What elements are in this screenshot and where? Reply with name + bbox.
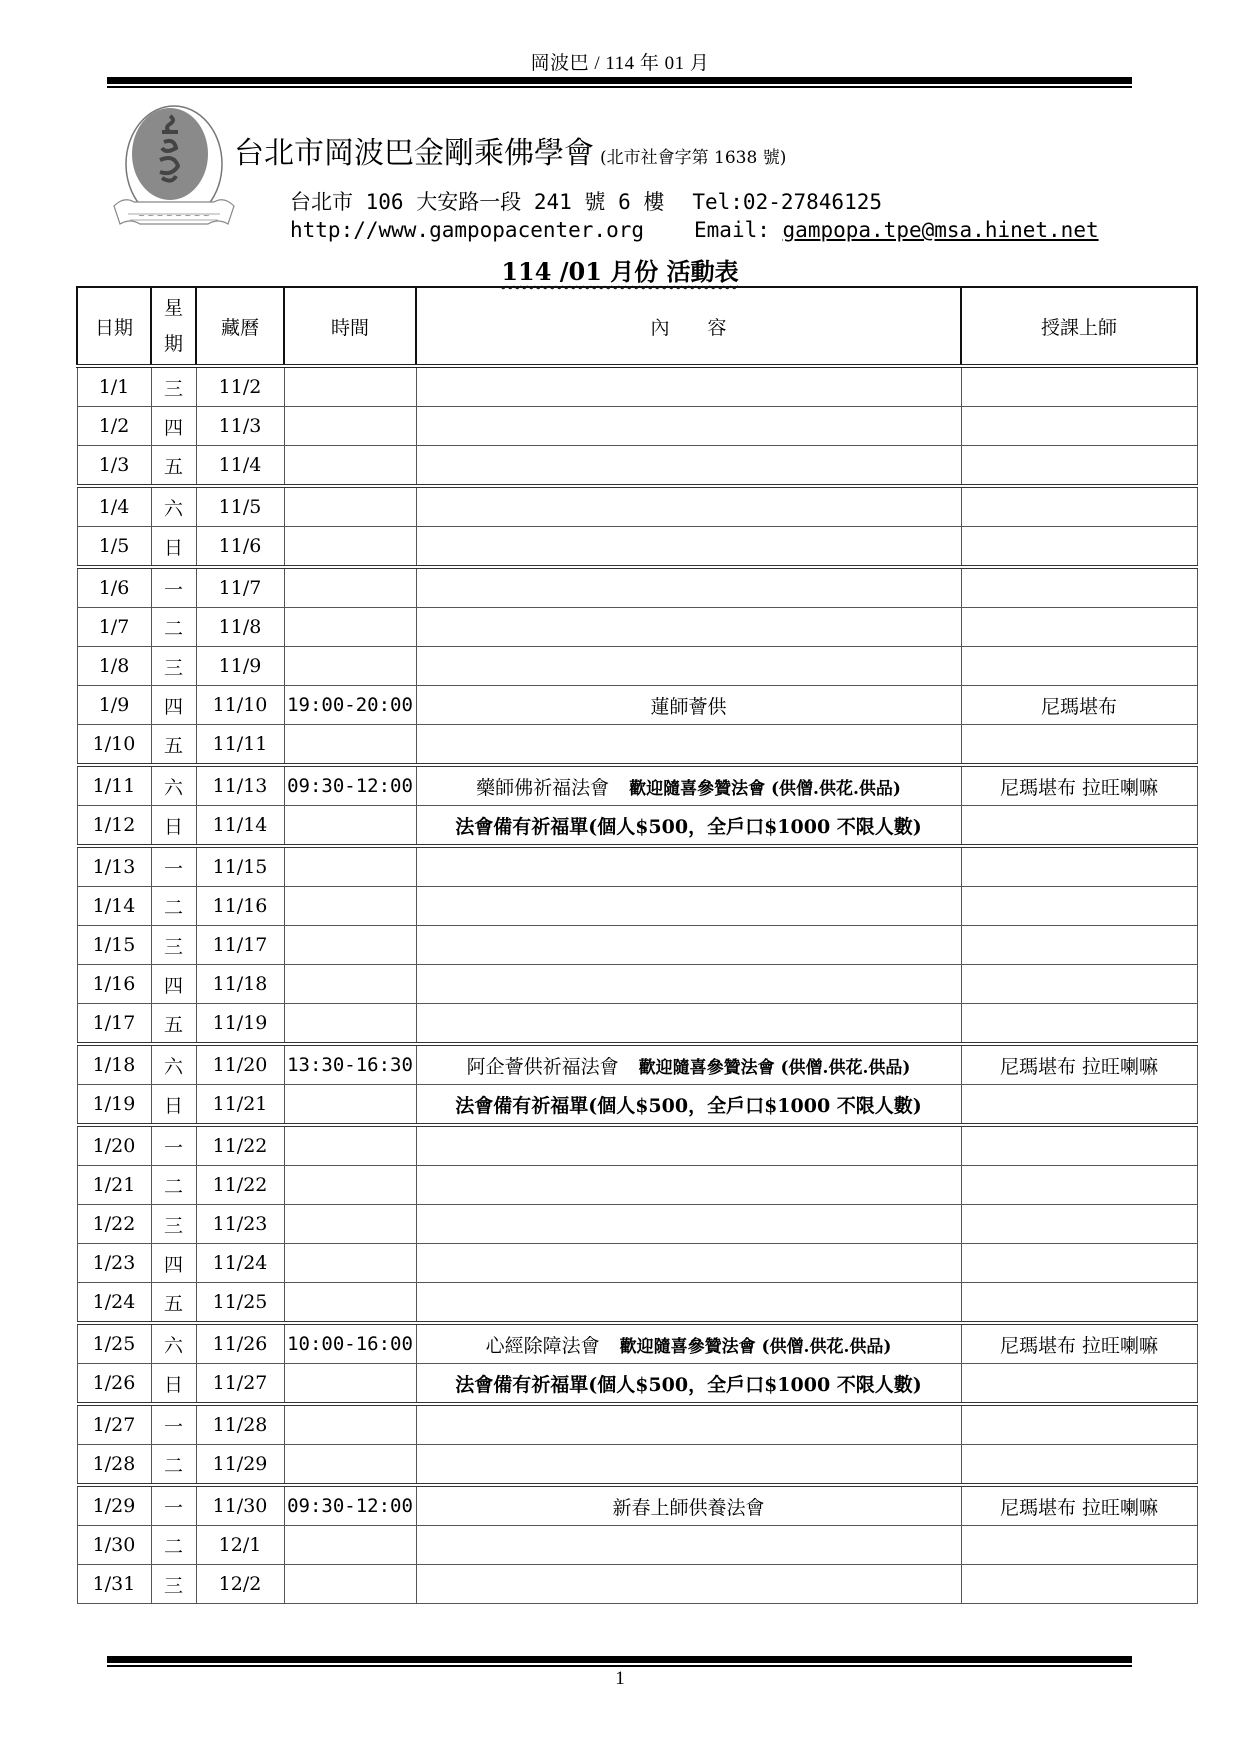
- weekday-cell: 一: [151, 567, 196, 608]
- teacher-cell: [961, 1565, 1197, 1604]
- table-row: [77, 527, 1197, 568]
- date-cell: 1/25: [77, 1323, 151, 1364]
- table-row: [77, 1125, 1197, 1166]
- teacher-cell: 尼瑪堪布 拉旺喇嘛: [961, 1044, 1197, 1085]
- time-cell: [284, 527, 416, 568]
- content-cell: [416, 1044, 961, 1085]
- content-cell: [416, 1125, 961, 1166]
- content-cell: [416, 407, 961, 446]
- table-row: [77, 846, 1197, 887]
- event-title: 法會備有祈福單(個人$500，全戶口$1000 不限人數): [455, 1094, 922, 1117]
- tibetan-date-cell: 11/14: [196, 806, 284, 847]
- vajra-emblem-logo-icon: [108, 102, 240, 252]
- weekday-cell: 五: [151, 1004, 196, 1045]
- weekday-cell: 六: [151, 765, 196, 806]
- content-cell: [416, 846, 961, 887]
- tibetan-date-cell: 11/2: [196, 366, 284, 407]
- table-row: [77, 1004, 1197, 1045]
- time-cell: 09:30-12:00: [284, 1485, 416, 1526]
- weekday-cell: 二: [151, 1445, 196, 1486]
- content-cell: [416, 527, 961, 568]
- event-title: 心經除障法會: [485, 1334, 600, 1357]
- content-cell: [416, 1485, 961, 1526]
- content-cell: [416, 1404, 961, 1445]
- teacher-cell: [961, 1205, 1197, 1244]
- table-row: [77, 1364, 1197, 1405]
- table-row: [77, 486, 1197, 527]
- weekday-cell: 三: [151, 647, 196, 686]
- teacher-cell: [961, 1004, 1197, 1045]
- teacher-cell: [961, 647, 1197, 686]
- tibetan-date-cell: 11/15: [196, 846, 284, 887]
- table-row: [77, 1565, 1197, 1604]
- content-cell: [416, 446, 961, 487]
- time-cell: [284, 446, 416, 487]
- teacher-cell: [961, 806, 1197, 847]
- tibetan-date-cell: 11/22: [196, 1166, 284, 1205]
- time-cell: [284, 567, 416, 608]
- date-cell: 1/4: [77, 486, 151, 527]
- weekday-cell: 二: [151, 887, 196, 926]
- organization-name-text: 台北市岡波巴金剛乘佛學會: [234, 136, 594, 171]
- email-label: Email:: [694, 218, 783, 242]
- time-cell: [284, 1244, 416, 1283]
- content-cell: [416, 486, 961, 527]
- header-weekday: 星 期: [151, 287, 196, 366]
- time-cell: [284, 965, 416, 1004]
- table-row: [77, 1283, 1197, 1324]
- contact-line: [290, 218, 1099, 242]
- tibetan-date-cell: 11/13: [196, 765, 284, 806]
- tibetan-date-cell: 11/9: [196, 647, 284, 686]
- event-title: 阿企薈供祈福法會: [466, 1055, 619, 1078]
- time-cell: [284, 725, 416, 766]
- time-cell: [284, 1166, 416, 1205]
- date-cell: 1/13: [77, 846, 151, 887]
- weekday-cell: 日: [151, 1085, 196, 1126]
- date-cell: 1/14: [77, 887, 151, 926]
- table-row: [77, 1485, 1197, 1526]
- tibetan-date-cell: 11/5: [196, 486, 284, 527]
- date-cell: 1/11: [77, 765, 151, 806]
- date-cell: 1/17: [77, 1004, 151, 1045]
- content-cell: [416, 1323, 961, 1364]
- time-cell: [284, 1404, 416, 1445]
- content-cell: [416, 366, 961, 407]
- date-cell: 1/28: [77, 1445, 151, 1486]
- table-row: [77, 446, 1197, 487]
- content-cell: [416, 1085, 961, 1126]
- content-cell: [416, 567, 961, 608]
- weekday-cell: 六: [151, 486, 196, 527]
- weekday-cell: 三: [151, 1565, 196, 1604]
- weekday-cell: 四: [151, 686, 196, 725]
- tibetan-date-cell: 11/29: [196, 1445, 284, 1486]
- weekday-cell: 五: [151, 1283, 196, 1324]
- sponsorship-note: 歡迎隨喜參贊法會 (供僧.供花.供品): [629, 778, 901, 799]
- page-number: 1: [615, 1668, 625, 1689]
- header-rule: [107, 77, 1132, 88]
- time-cell: [284, 806, 416, 847]
- event-title: 法會備有祈福單(個人$500，全戶口$1000 不限人數): [455, 1373, 922, 1396]
- table-row: [77, 926, 1197, 965]
- date-cell: 1/20: [77, 1125, 151, 1166]
- date-cell: 1/12: [77, 806, 151, 847]
- table-header-row: [77, 287, 1197, 366]
- table-row: [77, 1205, 1197, 1244]
- weekday-cell: 日: [151, 1364, 196, 1405]
- time-cell: 10:00-16:00: [284, 1323, 416, 1364]
- teacher-cell: 尼瑪堪布: [961, 686, 1197, 725]
- time-cell: [284, 846, 416, 887]
- table-row: [77, 1445, 1197, 1486]
- tibetan-date-cell: 11/16: [196, 887, 284, 926]
- time-cell: [284, 1085, 416, 1126]
- tibetan-date-cell: 11/27: [196, 1364, 284, 1405]
- time-cell: [284, 1205, 416, 1244]
- table-row: [77, 567, 1197, 608]
- teacher-cell: [961, 366, 1197, 407]
- content-cell: [416, 1526, 961, 1565]
- table-row: [77, 1526, 1197, 1565]
- time-cell: [284, 926, 416, 965]
- content-cell: [416, 686, 961, 725]
- weekday-cell: 一: [151, 846, 196, 887]
- teacher-cell: [961, 725, 1197, 766]
- content-cell: [416, 1166, 961, 1205]
- time-cell: [284, 1526, 416, 1565]
- tibetan-date-cell: 11/8: [196, 608, 284, 647]
- teacher-cell: [961, 608, 1197, 647]
- content-cell: [416, 765, 961, 806]
- date-cell: 1/21: [77, 1166, 151, 1205]
- teacher-cell: [961, 1166, 1197, 1205]
- weekday-cell: 六: [151, 1323, 196, 1364]
- table-row: [77, 407, 1197, 446]
- tibetan-date-cell: 11/20: [196, 1044, 284, 1085]
- time-cell: 19:00-20:00: [284, 686, 416, 725]
- time-cell: [284, 647, 416, 686]
- organization-name: [234, 128, 786, 172]
- weekday-cell: 三: [151, 1205, 196, 1244]
- content-cell: [416, 608, 961, 647]
- weekday-cell: 六: [151, 1044, 196, 1085]
- table-row: [77, 965, 1197, 1004]
- header-teacher: 授課上師: [961, 287, 1197, 366]
- tibetan-date-cell: 12/1: [196, 1526, 284, 1565]
- date-cell: 1/2: [77, 407, 151, 446]
- header-date: 日期: [77, 287, 151, 366]
- tibetan-date-cell: 11/11: [196, 725, 284, 766]
- weekday-cell: 三: [151, 366, 196, 407]
- table-row: [77, 608, 1197, 647]
- weekday-cell: 四: [151, 1244, 196, 1283]
- date-cell: 1/5: [77, 527, 151, 568]
- teacher-cell: 尼瑪堪布 拉旺喇嘛: [961, 765, 1197, 806]
- weekday-cell: 五: [151, 725, 196, 766]
- teacher-cell: [961, 846, 1197, 887]
- tibetan-date-cell: 11/25: [196, 1283, 284, 1324]
- header-time: 時間: [284, 287, 416, 366]
- document-title: [0, 252, 1240, 287]
- tibetan-date-cell: 11/26: [196, 1323, 284, 1364]
- teacher-cell: [961, 1526, 1197, 1565]
- tibetan-date-cell: 11/10: [196, 686, 284, 725]
- telephone: Tel:02-27846125: [692, 190, 883, 214]
- tibetan-date-cell: 11/7: [196, 567, 284, 608]
- tibetan-date-cell: 11/17: [196, 926, 284, 965]
- time-cell: [284, 887, 416, 926]
- content-cell: [416, 725, 961, 766]
- table-row: [77, 686, 1197, 725]
- teacher-cell: [961, 1085, 1197, 1126]
- table-row: [77, 1244, 1197, 1283]
- teacher-cell: [961, 446, 1197, 487]
- activity-schedule-table: [76, 286, 1198, 1604]
- weekday-cell: 五: [151, 446, 196, 487]
- tibetan-date-cell: 11/18: [196, 965, 284, 1004]
- footer-rule: [107, 1656, 1132, 1667]
- date-cell: 1/22: [77, 1205, 151, 1244]
- tibetan-date-cell: 11/19: [196, 1004, 284, 1045]
- table-row: [77, 765, 1197, 806]
- table-row: [77, 1404, 1197, 1445]
- weekday-cell: 日: [151, 527, 196, 568]
- tibetan-date-cell: 11/3: [196, 407, 284, 446]
- address-line: [290, 186, 882, 216]
- time-cell: [284, 486, 416, 527]
- teacher-cell: [961, 1125, 1197, 1166]
- schedule-body: [77, 366, 1197, 1604]
- weekday-cell: 一: [151, 1485, 196, 1526]
- running-header: 岡波巴 / 114 年 01 月: [530, 53, 710, 74]
- teacher-cell: [961, 1364, 1197, 1405]
- date-cell: 1/6: [77, 567, 151, 608]
- teacher-cell: [961, 926, 1197, 965]
- time-cell: [284, 1125, 416, 1166]
- content-cell: [416, 1244, 961, 1283]
- sponsorship-note: 歡迎隨喜參贊法會 (供僧.供花.供品): [619, 1336, 892, 1357]
- weekday-cell: 一: [151, 1404, 196, 1445]
- email-link[interactable]: gampopa.tpe@msa.hinet.net: [782, 218, 1099, 242]
- header-tibetan-calendar: 藏曆: [196, 287, 284, 366]
- address: 台北市 106 大安路一段 241 號 6 樓: [290, 190, 665, 214]
- teacher-cell: [961, 527, 1197, 568]
- tibetan-date-cell: 11/22: [196, 1125, 284, 1166]
- date-cell: 1/15: [77, 926, 151, 965]
- event-title: 法會備有祈福單(個人$500，全戶口$1000 不限人數): [455, 815, 922, 838]
- date-cell: 1/7: [77, 608, 151, 647]
- table-row: [77, 1323, 1197, 1364]
- teacher-cell: [961, 407, 1197, 446]
- teacher-cell: 尼瑪堪布 拉旺喇嘛: [961, 1323, 1197, 1364]
- table-row: [77, 1044, 1197, 1085]
- date-cell: 1/8: [77, 647, 151, 686]
- content-cell: [416, 926, 961, 965]
- date-cell: 1/19: [77, 1085, 151, 1126]
- content-cell: [416, 1004, 961, 1045]
- content-cell: [416, 887, 961, 926]
- teacher-cell: [961, 567, 1197, 608]
- table-row: [77, 1085, 1197, 1126]
- tibetan-date-cell: 11/6: [196, 527, 284, 568]
- tibetan-date-cell: 11/28: [196, 1404, 284, 1445]
- date-cell: 1/10: [77, 725, 151, 766]
- teacher-cell: [961, 965, 1197, 1004]
- weekday-cell: 日: [151, 806, 196, 847]
- website-link[interactable]: http://www.gampopacenter.org: [290, 218, 645, 242]
- date-cell: 1/27: [77, 1404, 151, 1445]
- weekday-cell: 四: [151, 407, 196, 446]
- date-cell: 1/30: [77, 1526, 151, 1565]
- date-cell: 1/16: [77, 965, 151, 1004]
- date-cell: 1/1: [77, 366, 151, 407]
- time-cell: [284, 366, 416, 407]
- content-cell: [416, 806, 961, 847]
- tibetan-date-cell: 11/21: [196, 1085, 284, 1126]
- table-row: [77, 725, 1197, 766]
- registration-number: (北市社會字第 1638 號): [600, 148, 787, 168]
- weekday-cell: 三: [151, 926, 196, 965]
- tibetan-date-cell: 12/2: [196, 1565, 284, 1604]
- content-cell: [416, 647, 961, 686]
- document-title-text: 114 /01 月份 活動表: [501, 257, 739, 286]
- sponsorship-note: 歡迎隨喜參贊法會 (供僧.供花.供品): [638, 1057, 911, 1078]
- time-cell: [284, 407, 416, 446]
- date-cell: 1/29: [77, 1485, 151, 1526]
- table-row: [77, 647, 1197, 686]
- teacher-cell: [961, 1445, 1197, 1486]
- tibetan-date-cell: 11/30: [196, 1485, 284, 1526]
- tibetan-date-cell: 11/4: [196, 446, 284, 487]
- weekday-cell: 四: [151, 965, 196, 1004]
- date-cell: 1/23: [77, 1244, 151, 1283]
- weekday-cell: 二: [151, 1526, 196, 1565]
- time-cell: [284, 1364, 416, 1405]
- table-row: [77, 887, 1197, 926]
- tibetan-date-cell: 11/23: [196, 1205, 284, 1244]
- date-cell: 1/3: [77, 446, 151, 487]
- event-title: 蓮師薈供: [650, 695, 727, 718]
- time-cell: [284, 1004, 416, 1045]
- event-title: 藥師佛祈福法會: [476, 776, 610, 799]
- date-cell: 1/31: [77, 1565, 151, 1604]
- teacher-cell: 尼瑪堪布 拉旺喇嘛: [961, 1485, 1197, 1526]
- table-row: [77, 1166, 1197, 1205]
- content-cell: [416, 1565, 961, 1604]
- time-cell: 13:30-16:30: [284, 1044, 416, 1085]
- teacher-cell: [961, 1244, 1197, 1283]
- time-cell: [284, 1283, 416, 1324]
- header-content: 內 容: [416, 287, 961, 366]
- content-cell: [416, 1445, 961, 1486]
- svg-text:~ ~ ~ ~ ~ ~ ~ ~: ~ ~ ~ ~ ~ ~ ~ ~: [138, 211, 210, 220]
- content-cell: [416, 965, 961, 1004]
- time-cell: [284, 1445, 416, 1486]
- event-title: 新春上師供養法會: [612, 1496, 765, 1519]
- teacher-cell: [961, 486, 1197, 527]
- weekday-cell: 二: [151, 1166, 196, 1205]
- teacher-cell: [961, 1283, 1197, 1324]
- date-cell: 1/18: [77, 1044, 151, 1085]
- table-row: [77, 366, 1197, 407]
- date-cell: 1/26: [77, 1364, 151, 1405]
- table-row: [77, 806, 1197, 847]
- content-cell: [416, 1364, 961, 1405]
- weekday-cell: 二: [151, 608, 196, 647]
- content-cell: [416, 1283, 961, 1324]
- content-cell: [416, 1205, 961, 1244]
- date-cell: 1/9: [77, 686, 151, 725]
- teacher-cell: [961, 887, 1197, 926]
- tibetan-date-cell: 11/24: [196, 1244, 284, 1283]
- time-cell: [284, 1565, 416, 1604]
- date-cell: 1/24: [77, 1283, 151, 1324]
- time-cell: [284, 608, 416, 647]
- time-cell: 09:30-12:00: [284, 765, 416, 806]
- teacher-cell: [961, 1404, 1197, 1445]
- weekday-cell: 一: [151, 1125, 196, 1166]
